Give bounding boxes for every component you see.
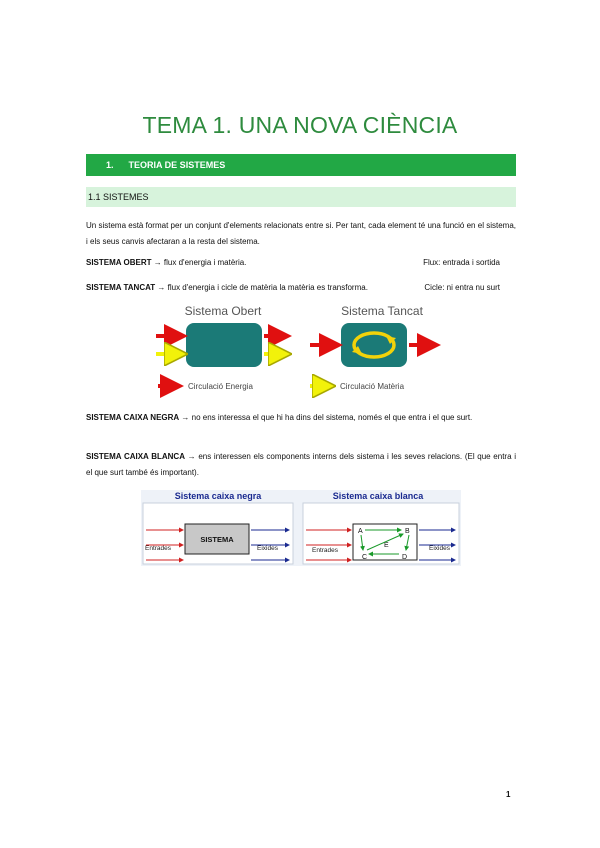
node-e: E bbox=[384, 542, 389, 549]
cicle-note: Cicle: ni entra nu surt bbox=[424, 283, 500, 292]
legend-materia-label: Circulació Matèria bbox=[340, 382, 405, 391]
sistema-obert-text: → flux d'energia i matèria. bbox=[151, 258, 247, 267]
legend-energia-label: Circulació Energia bbox=[188, 382, 253, 391]
blanca-entrades-label: Entrades bbox=[312, 547, 339, 554]
sistema-tancat-label: SISTEMA TANCAT bbox=[86, 283, 156, 292]
tancat-system-box bbox=[341, 323, 407, 367]
negra-entrades-label: Entrades bbox=[145, 545, 172, 552]
sistema-obert-line bbox=[86, 257, 516, 269]
caixa-blanca-paragraph bbox=[86, 449, 516, 481]
caixa-negra-text: → no ens interessa el que hi ha dins del sistema, només el que entra i el que surt. bbox=[179, 413, 473, 422]
sistema-box-label: SISTEMA bbox=[200, 535, 234, 544]
intro-paragraph: Un sistema està format per un conjunt d'elements relacionats entre si. Per tant, cada element té una funció en el sistema, i els seus canvis afectaran a la resta del sistema. bbox=[86, 221, 516, 246]
node-d: D bbox=[402, 554, 408, 561]
flux-note: Flux: entrada i sortida bbox=[423, 258, 500, 267]
node-a: A bbox=[358, 528, 363, 535]
node-c: C bbox=[362, 554, 368, 561]
section-number: 1. bbox=[106, 160, 114, 170]
caixa-negra-label: SISTEMA CAIXA NEGRA bbox=[86, 413, 180, 422]
blanca-title: Sistema caixa blanca bbox=[332, 491, 424, 501]
page-title: TEMA 1. UNA NOVA CIÈNCIA bbox=[142, 112, 458, 138]
caixa-negra-paragraph bbox=[86, 410, 516, 426]
obert-tancat-diagram bbox=[150, 302, 450, 398]
caixa-blanca-text: → ens interessen els components interns dels sistema i les seves relacions. (El que entra i el que surt també és important). bbox=[86, 452, 516, 477]
node-b: B bbox=[405, 528, 410, 535]
sistema-tancat-line bbox=[86, 282, 516, 294]
sistema-obert-label: SISTEMA OBERT bbox=[86, 258, 152, 267]
section-label: TEORIA DE SISTEMES bbox=[128, 160, 226, 170]
obert-system-box bbox=[186, 323, 262, 367]
sistema-tancat-text: → flux d'energia i cicle de matèria la matèria es transforma. bbox=[155, 283, 368, 292]
caixa-diagram bbox=[141, 490, 461, 566]
tancat-diagram-title: Sistema Tancat bbox=[341, 304, 423, 318]
blanca-eixides-label: Eixides bbox=[429, 545, 450, 552]
subsection-heading: 1.1 SISTEMES bbox=[86, 187, 516, 207]
negra-title: Sistema caixa negra bbox=[174, 491, 262, 501]
negra-eixides-label: Eixides bbox=[257, 545, 278, 552]
section-heading bbox=[86, 154, 516, 176]
caixa-blanca-label: SISTEMA CAIXA BLANCA bbox=[86, 452, 185, 461]
obert-diagram-title: Sistema Obert bbox=[184, 304, 262, 318]
page-number: 1 bbox=[506, 790, 511, 799]
